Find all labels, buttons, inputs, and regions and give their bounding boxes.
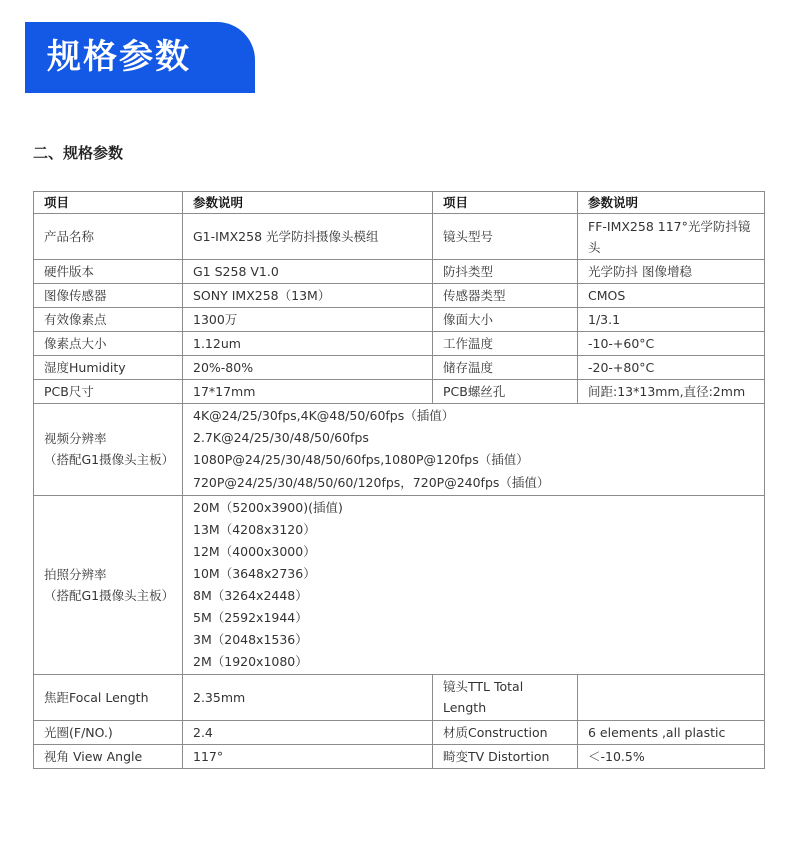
photo-resolution-line: 5M（2592x1944）: [193, 609, 308, 625]
row-value: -10-+60°C: [578, 332, 765, 356]
row-value: 光学防抖 图像增稳: [578, 260, 765, 284]
video-resolution-row: [34, 404, 765, 496]
row-value: 20%-80%: [183, 356, 433, 380]
row-label: 像素点大小: [34, 332, 183, 356]
row-label: 像面大小: [433, 308, 578, 332]
photo-resolution-label-cell: [34, 495, 183, 674]
row-label: 畸变TV Distortion: [433, 744, 578, 768]
row-label: 镜头型号: [433, 214, 578, 260]
video-resolution-line: 720P@24/25/30/48/50/60/120fps，720P@240fps（插值）: [193, 474, 550, 490]
table-row: [34, 380, 765, 404]
video-resolution-line: 4K@24/25/30fps,4K@48/50/60fps（插值）: [193, 408, 455, 423]
row-value: [578, 674, 765, 720]
row-label: 焦距Focal Length: [34, 674, 183, 720]
row-label: 光圈(F/NO.): [34, 720, 183, 744]
photo-resolution-line: 10M（3648x2736）: [193, 565, 316, 581]
header-description: 参数说明: [578, 192, 765, 214]
row-label: 防抖类型: [433, 260, 578, 284]
row-value: 1/3.1: [578, 308, 765, 332]
photo-resolution-line: 3M（2048x1536）: [193, 631, 308, 647]
photo-resolution-label: 拍照分辨率: [44, 566, 107, 582]
row-label: 图像传感器: [34, 284, 183, 308]
row-label: 有效像素点: [34, 308, 183, 332]
row-label: 硬件版本: [34, 260, 183, 284]
photo-resolution-note: （搭配G1摄像头主板）: [44, 587, 175, 603]
row-value: 117°: [183, 744, 433, 768]
row-value: ＜-10.5%: [578, 744, 765, 768]
photo-resolution-line: 20M（5200x3900)(插值): [193, 499, 343, 515]
photo-resolution-line: 8M（3264x2448）: [193, 587, 308, 603]
table-row: [34, 744, 765, 768]
table-row: [34, 332, 765, 356]
row-value: 2.35mm: [183, 674, 433, 720]
row-label: 传感器类型: [433, 284, 578, 308]
photo-resolution-line: 12M（4000x3000）: [193, 543, 316, 559]
row-label: 产品名称: [34, 214, 183, 260]
row-label: 视角 View Angle: [34, 744, 183, 768]
row-label: 工作温度: [433, 332, 578, 356]
row-label: PCB尺寸: [34, 380, 183, 404]
row-label: 储存温度: [433, 356, 578, 380]
photo-resolution-row: [34, 495, 765, 674]
table-row: [34, 674, 765, 720]
table-row: [34, 284, 765, 308]
table-row: [34, 308, 765, 332]
row-value: 2.4: [183, 720, 433, 744]
table-row: [34, 356, 765, 380]
header-description: 参数说明: [183, 192, 433, 214]
video-resolution-label: 视频分辨率: [44, 431, 107, 447]
banner-title: 规格参数: [25, 22, 255, 93]
video-resolution-note: （搭配G1摄像头主板）: [44, 452, 175, 468]
table-row: [34, 260, 765, 284]
spec-table: [33, 191, 765, 769]
row-value: 1.12um: [183, 332, 433, 356]
row-value: 间距:13*13mm,直径:2mm: [578, 380, 765, 404]
video-resolution-line: 1080P@24/25/30/48/50/60fps,1080P@120fps（插值）: [193, 452, 529, 468]
row-value: G1 S258 V1.0: [183, 260, 433, 284]
header-item: 项目: [34, 192, 183, 214]
row-value: G1-IMX258 光学防抖摄像头模组: [183, 214, 433, 260]
row-value: 1300万: [183, 308, 433, 332]
row-value: -20-+80°C: [578, 356, 765, 380]
row-value: 17*17mm: [183, 380, 433, 404]
row-value: CMOS: [578, 284, 765, 308]
row-label: PCB螺丝孔: [433, 380, 578, 404]
row-value: FF-IMX258 117°光学防抖镜头: [578, 214, 765, 260]
photo-resolution-line: 13M（4208x3120）: [193, 521, 316, 537]
table-header-row: [34, 192, 765, 214]
video-resolution-values: [183, 404, 765, 496]
table-row: [34, 720, 765, 744]
row-label: 镜头TTL Total Length: [433, 674, 578, 720]
row-value: SONY IMX258（13M）: [183, 284, 433, 308]
row-label: 湿度Humidity: [34, 356, 183, 380]
video-resolution-line: 2.7K@24/25/30/48/50/60fps: [193, 430, 369, 446]
row-value: 6 elements ,all plastic: [578, 720, 765, 744]
photo-resolution-values: [183, 495, 765, 674]
table-row: [34, 214, 765, 260]
photo-resolution-line: 2M（1920x1080）: [193, 653, 308, 669]
video-resolution-label-cell: [34, 404, 183, 496]
section-title: 二、规格参数: [33, 144, 124, 162]
header-item: 项目: [433, 192, 578, 214]
row-label: 材质Construction: [433, 720, 578, 744]
